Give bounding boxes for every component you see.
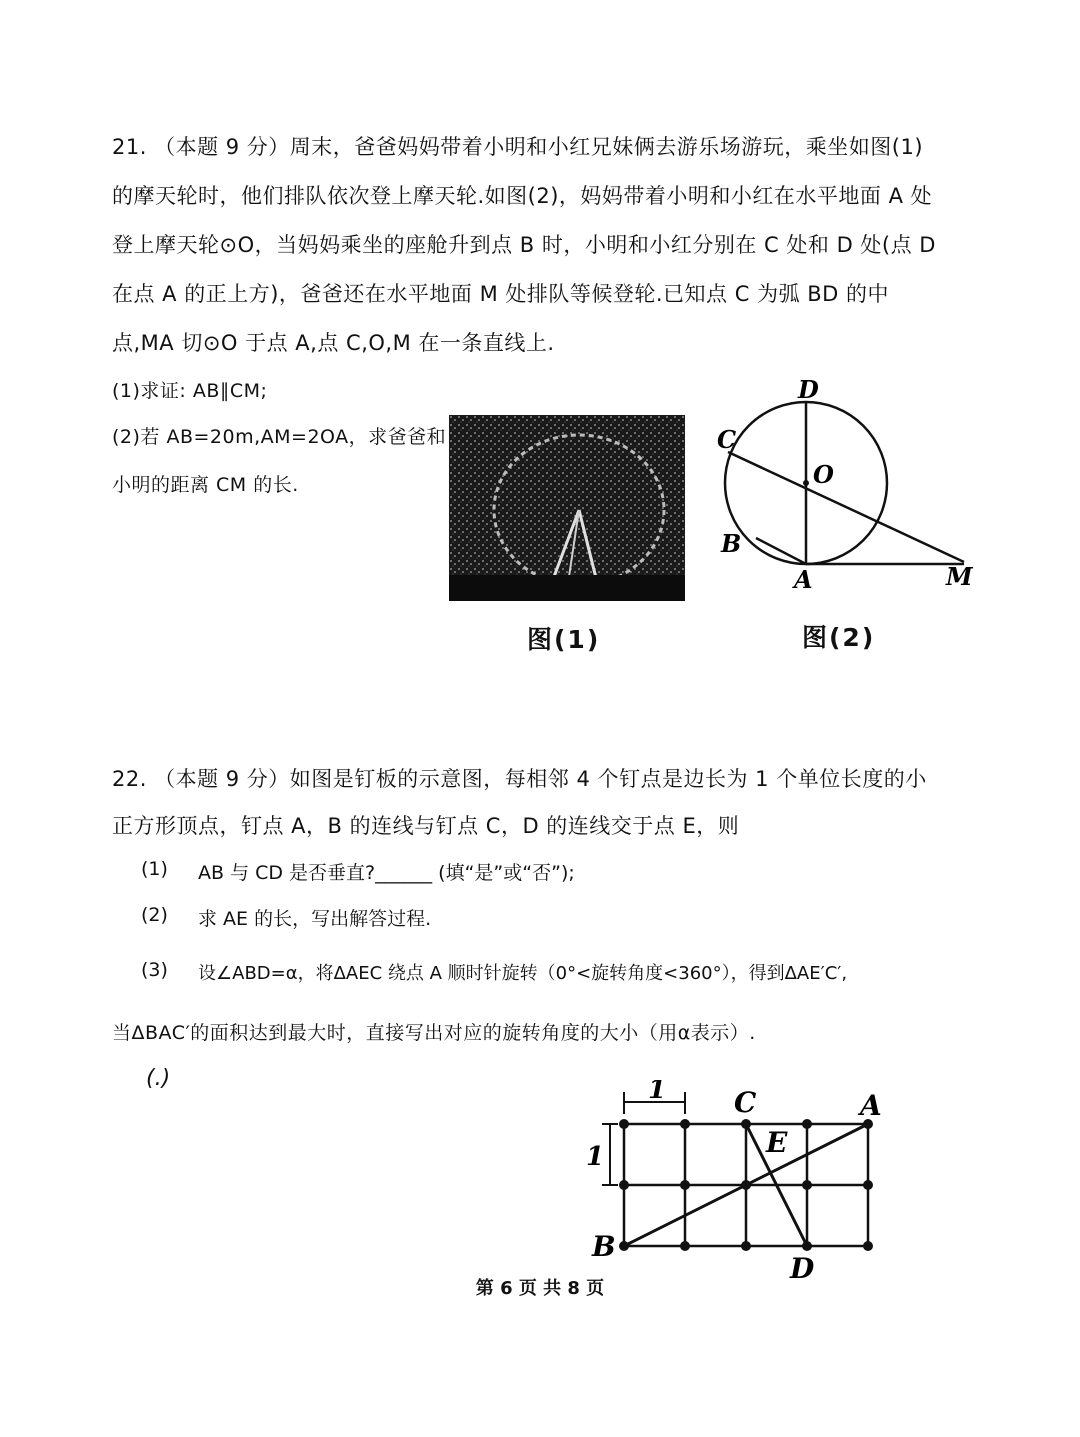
q21-line-4: 在点 A 的正上方)，爸爸还在水平地面 M 处排队等候登轮.已知点 C 为弧 BD 的中	[112, 282, 889, 306]
page-footer: 第 6 页 共 8 页	[475, 1278, 605, 1299]
q22-item-2-text: 求 AE 的长，写出解答过程.	[198, 908, 432, 930]
q22-item-3-text: 设∠ABD=α，将ΔAEC 绕点 A 顺时针旋转（0°<旋转角度<360°），得到ΔAE′C′,	[198, 963, 848, 984]
label-e: E	[766, 1126, 788, 1159]
label-unit-vertical: 1	[586, 1142, 605, 1172]
label-d: D	[790, 1252, 815, 1285]
label-a: A	[860, 1089, 882, 1122]
label-a: A	[794, 565, 813, 594]
label-c: C	[717, 425, 737, 454]
q22-item-1-number: (1)	[141, 858, 168, 880]
label-o: O	[813, 460, 834, 489]
label-unit-horizontal: 1	[648, 1080, 667, 1105]
q22-item-2-number: (2)	[141, 904, 168, 926]
q22-item-3-continued: 当ΔBAC′的面积达到最大时，直接写出对应的旋转角度的大小（用α表示）.	[112, 1022, 756, 1044]
label-b: B	[721, 529, 742, 558]
ferris-wheel-photo	[449, 415, 685, 601]
q22-line-2: 正方形顶点，钉点 A，B 的连线与钉点 C，D 的连线交于点 E，则	[112, 814, 740, 838]
point-o	[803, 480, 809, 486]
label-d: D	[798, 375, 819, 404]
q21-part-2-line-2: 小明的距离 CM 的长.	[112, 474, 299, 496]
q21-part-2-line-1: (2)若 AB=20m,AM=2OA，求爸爸和	[112, 426, 447, 448]
pegboard-diagram	[580, 1080, 890, 1285]
q21-line-1: 21. （本题 9 分）周末，爸爸妈妈带着小明和小红兄妹俩去游乐场游玩，乘坐如图(1)	[112, 135, 924, 159]
q21-line-5: 点,MA 切⊙O 于点 A,点 C,O,M 在一条直线上.	[112, 331, 555, 355]
q22-item-1-text: AB 与 CD 是否垂直?______ (填“是”或“否”);	[198, 862, 575, 884]
label-c: C	[734, 1086, 757, 1119]
figure-1-caption: 图(1)	[527, 625, 601, 654]
label-b: B	[592, 1230, 616, 1263]
q21-line-3: 登上摩天轮⊙O，当妈妈乘坐的座舱升到点 B 时，小明和小红分别在 C 处和 D 处(点 D	[112, 233, 936, 257]
label-m: M	[946, 562, 973, 591]
segment-cm	[728, 452, 964, 562]
q22-line-1: 22. （本题 9 分）如图是钉板的示意图，每相邻 4 个钉点是边长为 1 个单位长度的小	[112, 767, 927, 791]
handwritten-mark: (.)	[146, 1066, 171, 1091]
figure-2-caption: 图(2)	[802, 623, 876, 652]
q21-line-2: 的摩天轮时，他们排队依次登上摩天轮.如图(2)，妈妈带着小明和小红在水平地面 A 处	[112, 184, 933, 208]
q22-item-3-number: (3)	[141, 959, 168, 981]
q21-part-1: (1)求证: AB∥CM;	[112, 380, 268, 402]
figure-2-circle-diagram	[700, 370, 1000, 600]
